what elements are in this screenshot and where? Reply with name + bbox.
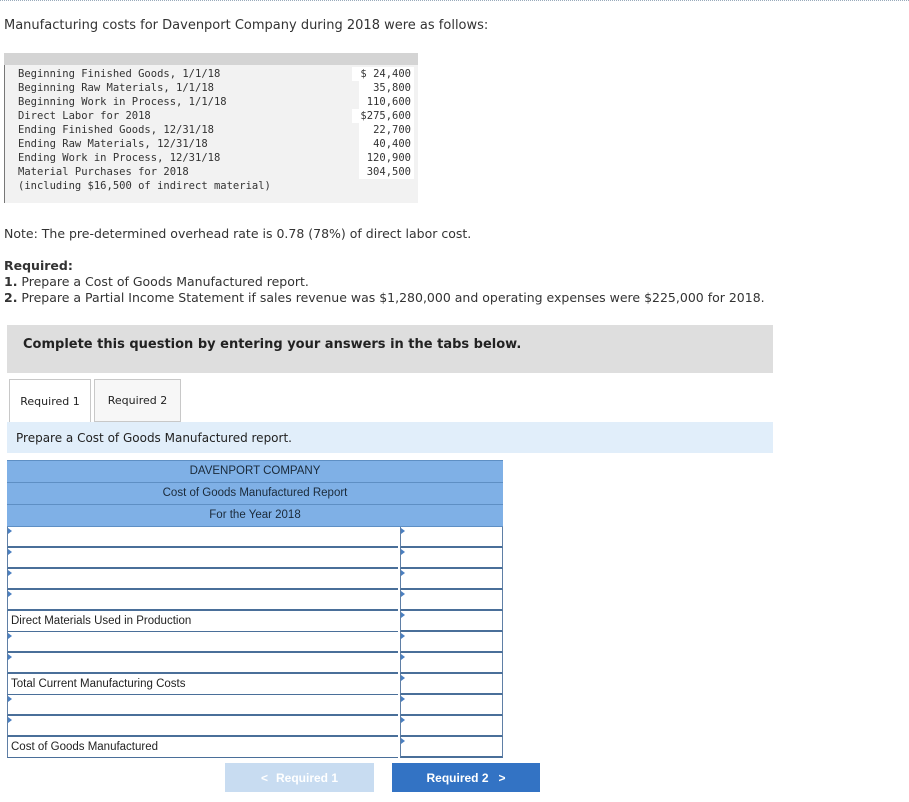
cogm-report — [7, 460, 503, 758]
given-row — [18, 165, 414, 179]
report-row — [7, 590, 503, 611]
report-row — [7, 632, 503, 653]
total-current-label: Total Current Manufacturing Costs — [7, 674, 398, 695]
next-button-label: Required 2 — [426, 770, 489, 785]
report-row — [7, 527, 503, 548]
line-item-select[interactable] — [7, 653, 398, 674]
input-flag-icon — [401, 570, 405, 576]
given-row — [18, 109, 414, 123]
direct-materials-label: Direct Materials Used in Production — [7, 611, 398, 632]
instructions-banner: Complete this question by entering your answers in the tabs below. — [7, 325, 773, 373]
given-table-header — [4, 53, 418, 65]
given-label: (including $16,500 of indirect material) — [18, 180, 271, 192]
report-period: For the Year 2018 — [7, 505, 503, 527]
given-row — [18, 137, 414, 151]
amount-input[interactable] — [400, 611, 503, 632]
given-label: Beginning Raw Materials, 1/1/18 — [18, 82, 214, 94]
given-row — [18, 81, 414, 95]
dropdown-flag-icon — [8, 528, 12, 534]
amount-input[interactable] — [400, 716, 503, 737]
given-row — [18, 179, 414, 193]
overhead-note: Note: The pre-determined overhead rate is 0.78 (78%) of direct labor cost. — [4, 226, 472, 241]
line-item-select[interactable] — [7, 695, 398, 716]
input-flag-icon — [401, 528, 405, 534]
amount-input[interactable] — [400, 737, 503, 758]
top-divider — [0, 0, 909, 1]
dropdown-flag-icon — [8, 591, 12, 597]
given-row — [18, 151, 414, 165]
dropdown-flag-icon — [8, 549, 12, 555]
given-row — [18, 95, 414, 109]
line-item-select[interactable] — [7, 590, 398, 611]
given-value: 110,600 — [359, 95, 414, 109]
given-value: 40,400 — [359, 137, 414, 151]
report-row — [7, 653, 503, 674]
amount-input[interactable] — [400, 569, 503, 590]
given-value: 22,700 — [359, 123, 414, 137]
amount-input[interactable] — [400, 632, 503, 653]
amount-input[interactable] — [400, 590, 503, 611]
given-row — [18, 67, 414, 81]
report-company: DAVENPORT COMPANY — [7, 460, 503, 483]
given-label: Beginning Work in Process, 1/1/18 — [18, 96, 227, 108]
tab-required-2[interactable]: Required 2 — [94, 379, 181, 422]
report-title: Cost of Goods Manufactured Report — [7, 483, 503, 505]
report-row — [7, 569, 503, 590]
given-row — [18, 123, 414, 137]
given-value: 304,500 — [359, 165, 414, 179]
given-table-left-border — [4, 65, 5, 203]
input-flag-icon — [401, 591, 405, 597]
next-required-2-button[interactable] — [392, 763, 540, 792]
input-flag-icon — [401, 549, 405, 555]
tab-instruction: Prepare a Cost of Goods Manufactured report. — [7, 422, 773, 453]
prev-button-label: Required 1 — [276, 770, 339, 785]
given-label: Direct Labor for 2018 — [18, 110, 151, 122]
requirement-1 — [4, 274, 309, 289]
input-flag-icon — [401, 675, 405, 681]
amount-input[interactable] — [400, 695, 503, 716]
given-value: $ 24,400 — [352, 67, 414, 81]
line-item-select[interactable] — [7, 632, 398, 653]
input-flag-icon — [401, 717, 405, 723]
given-label: Ending Finished Goods, 12/31/18 — [18, 124, 214, 136]
given-value: 120,900 — [359, 151, 414, 165]
line-item-select[interactable] — [7, 527, 398, 548]
answer-tabs — [9, 379, 181, 422]
chevron-right-icon: > — [498, 770, 506, 785]
cogm-label: Cost of Goods Manufactured — [7, 737, 398, 758]
dropdown-flag-icon — [8, 696, 12, 702]
report-row — [7, 695, 503, 716]
report-row — [7, 611, 503, 632]
given-value: $275,600 — [352, 109, 414, 123]
given-label: Ending Work in Process, 12/31/18 — [18, 152, 221, 164]
given-label: Material Purchases for 2018 — [18, 166, 189, 178]
report-row — [7, 716, 503, 737]
input-flag-icon — [401, 738, 405, 744]
requirement-1-number: 1. — [4, 274, 18, 289]
requirement-1-text: Prepare a Cost of Goods Manufactured report. — [17, 274, 309, 289]
report-row — [7, 674, 503, 695]
input-flag-icon — [401, 696, 405, 702]
requirement-2 — [4, 290, 765, 305]
amount-input[interactable] — [400, 653, 503, 674]
line-item-select[interactable] — [7, 548, 398, 569]
prev-required-1-button[interactable] — [225, 763, 374, 792]
given-value: 35,800 — [359, 81, 414, 95]
dropdown-flag-icon — [8, 633, 12, 639]
line-item-select[interactable] — [7, 716, 398, 737]
requirement-2-text: Prepare a Partial Income Statement if sales revenue was $1,280,000 and operating expenses were $225,000 for 2018. — [17, 290, 765, 305]
required-heading: Required: — [4, 258, 73, 273]
dropdown-flag-icon — [8, 654, 12, 660]
line-item-select[interactable] — [7, 569, 398, 590]
input-flag-icon — [401, 633, 405, 639]
given-label: Beginning Finished Goods, 1/1/18 — [18, 68, 221, 80]
dropdown-flag-icon — [8, 717, 12, 723]
amount-input[interactable] — [400, 548, 503, 569]
dropdown-flag-icon — [8, 570, 12, 576]
requirement-2-number: 2. — [4, 290, 18, 305]
amount-input[interactable] — [400, 527, 503, 548]
amount-input[interactable] — [400, 674, 503, 695]
input-flag-icon — [401, 612, 405, 618]
given-data-table — [4, 53, 418, 203]
chevron-left-icon: < — [260, 770, 268, 785]
problem-intro: Manufacturing costs for Davenport Company during 2018 were as follows: — [4, 18, 489, 33]
given-label: Ending Raw Materials, 12/31/18 — [18, 138, 208, 150]
input-flag-icon — [401, 654, 405, 660]
tab-required-1[interactable]: Required 1 — [9, 379, 91, 422]
report-row — [7, 737, 503, 758]
report-row — [7, 548, 503, 569]
